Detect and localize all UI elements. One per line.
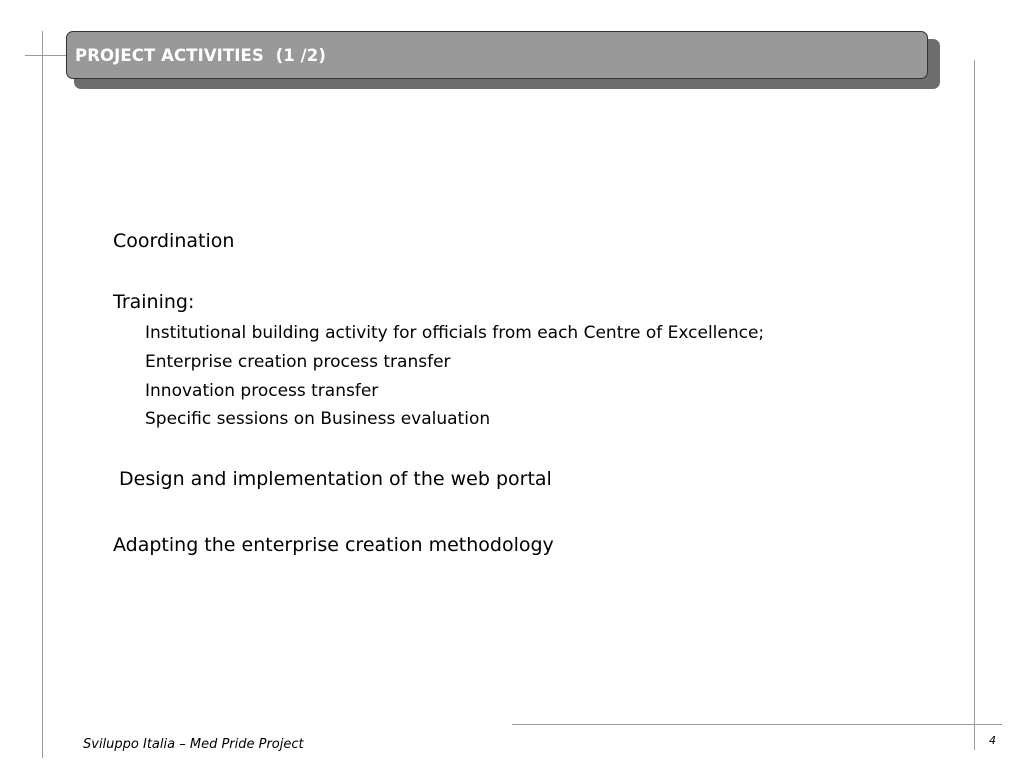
sub-bullet-enterprise-creation: Enterprise creation process transfer <box>145 352 451 372</box>
bullet-coordination: Coordination <box>113 230 235 252</box>
left-guide-line <box>42 31 43 758</box>
bullet-methodology: Adapting the enterprise creation methodology <box>113 534 554 556</box>
sub-bullet-innovation-process: Innovation process transfer <box>145 381 379 401</box>
bullet-web-portal: Design and implementation of the web portal <box>113 468 552 490</box>
sub-bullet-institutional-building: Institutional building activity for officials from each Centre of Excellence; <box>145 323 765 343</box>
right-guide-line <box>974 60 975 750</box>
footer-caption: Sviluppo Italia – Med Pride Project <box>83 737 304 752</box>
footer-divider-line <box>512 724 1002 725</box>
page-number: 4 <box>989 734 996 747</box>
slide-title: PROJECT ACTIVITIES (1 /2) <box>75 46 326 65</box>
top-left-tick-line <box>25 55 67 56</box>
bullet-training: Training: <box>113 291 195 313</box>
sub-bullet-business-evaluation: Specific sessions on Business evaluation <box>145 409 491 429</box>
